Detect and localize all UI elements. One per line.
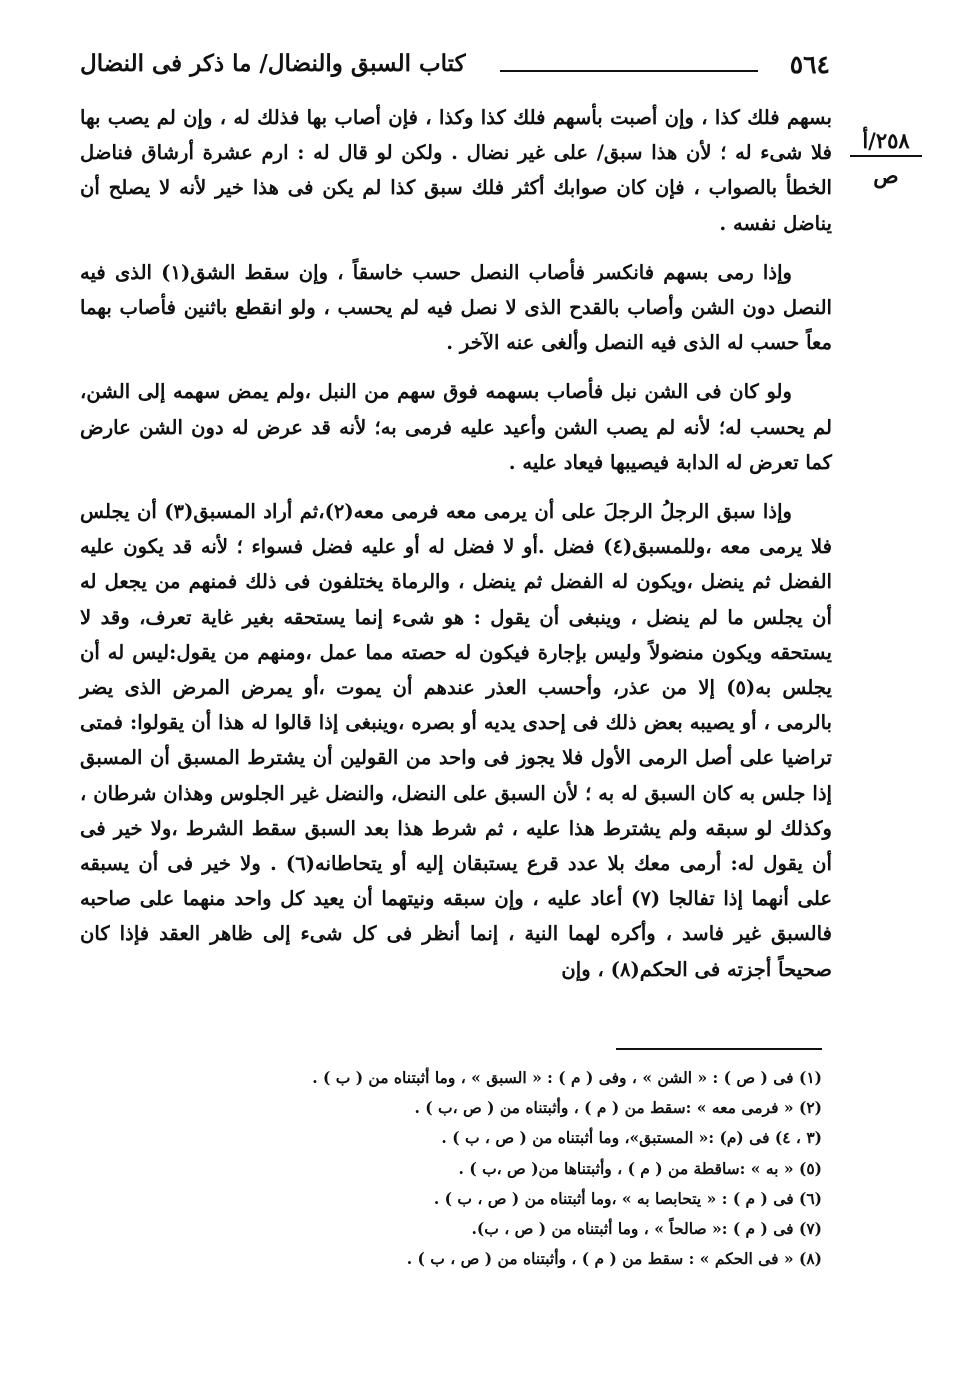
footnote-3-4: (٣ ، ٤) فى (م) :« المستبق»، وما أثبتناه من ( ص ، ب ) . <box>441 1128 822 1148</box>
paragraph-3: ولو كان فى الشن نبل فأصاب بسهمه فوق سهم من النبل ،ولم يمض سهمه إلى الشن، لم يحسب له؛ لأنه لم يصب الشن وأعيد عليه فرمى به؛ لأنه قد عرض له دون الشن عارض كما تعرض له الدابة فيصيبها فيعاد عليه . <box>80 380 832 474</box>
footnote-8: (٨) « فى الحكم » : سقط من ( م ) ، وأثبتناه من ( ص ، ب ) . <box>406 1249 822 1269</box>
footnote-2: (٢) « فرمى معه » :سقط من ( م ) ، وأثبتناه من ( ص ،ب ) . <box>414 1098 822 1118</box>
paragraph-4: وإذا سبق الرجلُ الرجلَ على أن يرمى معه فرمى معه(٢)،ثم أراد المسبق(٣) أن يجلس فلا يرمى معه ،وللمسبق(٤) فضل .أو لا فضل له أو عليه فضل فسواء ؛ لأنه قد يكون عليه الفضل ثم ينضل ،ويكون له الفضل ثم ينضل ، والرماة يختلفون فى ذلك فمنهم من يجعل له أن يجلس ما لم ينضل ، وينبغى أن يقول : هو شىء إنما يستحقه بغير غاية تعرف، وقد لا يستحقه ويكون منضولاً وليس بإجارة فيكون له حصته مما عمل ،ومنهم من يقول:ليس له أن يجلس به(٥) إلا من عذر، وأحسب العذر عندهم أن يموت ،أو يمرض المرض الذى يضر بالرمى ، أو يصيبه بعض ذلك فى إحدى يديه أو بصره ،وينبغى إذا قالوا له هذا أن يقولوا: فمتى تراضيا على أصل الرمى الأول فلا يجوز فى واحد من القولين أن يشترط المسبق أن المسبق إذا جلس به كان السبق له به ؛ لأن السبق على النضل، والنضل غير الجلوس وهذان شرطان ، وكذلك لو سبقه ولم يشترط هذا عليه ، ثم شرط هذا بعد السبق سقط الشرط ،ولا خير فى أن يقول له: أرمى معك بلا عدد قرع يستبقان إليه أو يتحاطانه(٦) . ولا خير فى أن يسبقه على أنهما إذا تفالجا (٧) أعاد عليه ، وإن سبقه ونيتهما أن يعيد كل واحد منهما على صاحبه فالسبق غير فاسد ، وأكره لهما النية ، إنما أنظر فى كل شىء إلى ظاهر العقد فإذا كان صحيحاً أجزته فى الحكم(٨) ، وإن <box>80 500 833 981</box>
paragraph-2: وإذا رمى بسهم فانكسر فأصاب النصل حسب خاسقاً ، وإن سقط الشق(١) الذى فيه النصل دون الشن وأصاب بالقدح الذى لا نصل فيه لم يحسب ، ولو انقطع باثنين فأصاب بهما معاً حسب له الذى فيه النصل وألغى عنه الآخر . <box>80 260 832 355</box>
manuscript-folio-marker <box>850 128 922 188</box>
page-header <box>80 50 830 84</box>
manuscript-siglum: ص <box>873 163 899 188</box>
paragraph-1: بسهم فلك كذا ، وإن أصبت بأسهم فلك كذا وكذا ، فإن أصاب بها فذلك له ، وإن لم يصب بها فلا شىء له ؛ لأن هذا سبق/ على غير نضال . ولكن لو قال له : ارم عشرة أرشاق فناضل الخطأ بالصواب ، فإن كان صوابك أكثر فلك سبق كذا لم يكن فى هذا خير لأنه لا يصلح أن يناضل نفسه . <box>80 106 832 235</box>
folio-reference: ٢٥٨/أ <box>850 128 922 157</box>
running-title: كتاب السبق والنضال/ ما ذكر فى النضال <box>80 50 466 77</box>
page-number: ٥٦٤ <box>789 50 830 79</box>
footnote-1: (١) فى ( ص ) : « الشن » ، وفى ( م ) : « السبق » ، وما أثبتناه من ( ب ) . <box>312 1068 822 1087</box>
footnote-5: (٥) « به » :ساقطة من ( م ) ، وأثبتناها من( ص ،ب ) . <box>458 1158 822 1178</box>
header-rule <box>500 70 758 72</box>
footnote-6: (٦) فى ( م ) : « يتحابصا به » ،وما أثبتناه من ( ص ، ب ) . <box>433 1188 822 1208</box>
footnote-rule <box>616 1048 822 1050</box>
footnotes <box>300 1063 822 1274</box>
main-text <box>80 100 832 1001</box>
footnote-7: (٧) فى ( م ) :« صالحاً » ، وما أثبتناه من ( ص ، ب). <box>471 1219 822 1239</box>
